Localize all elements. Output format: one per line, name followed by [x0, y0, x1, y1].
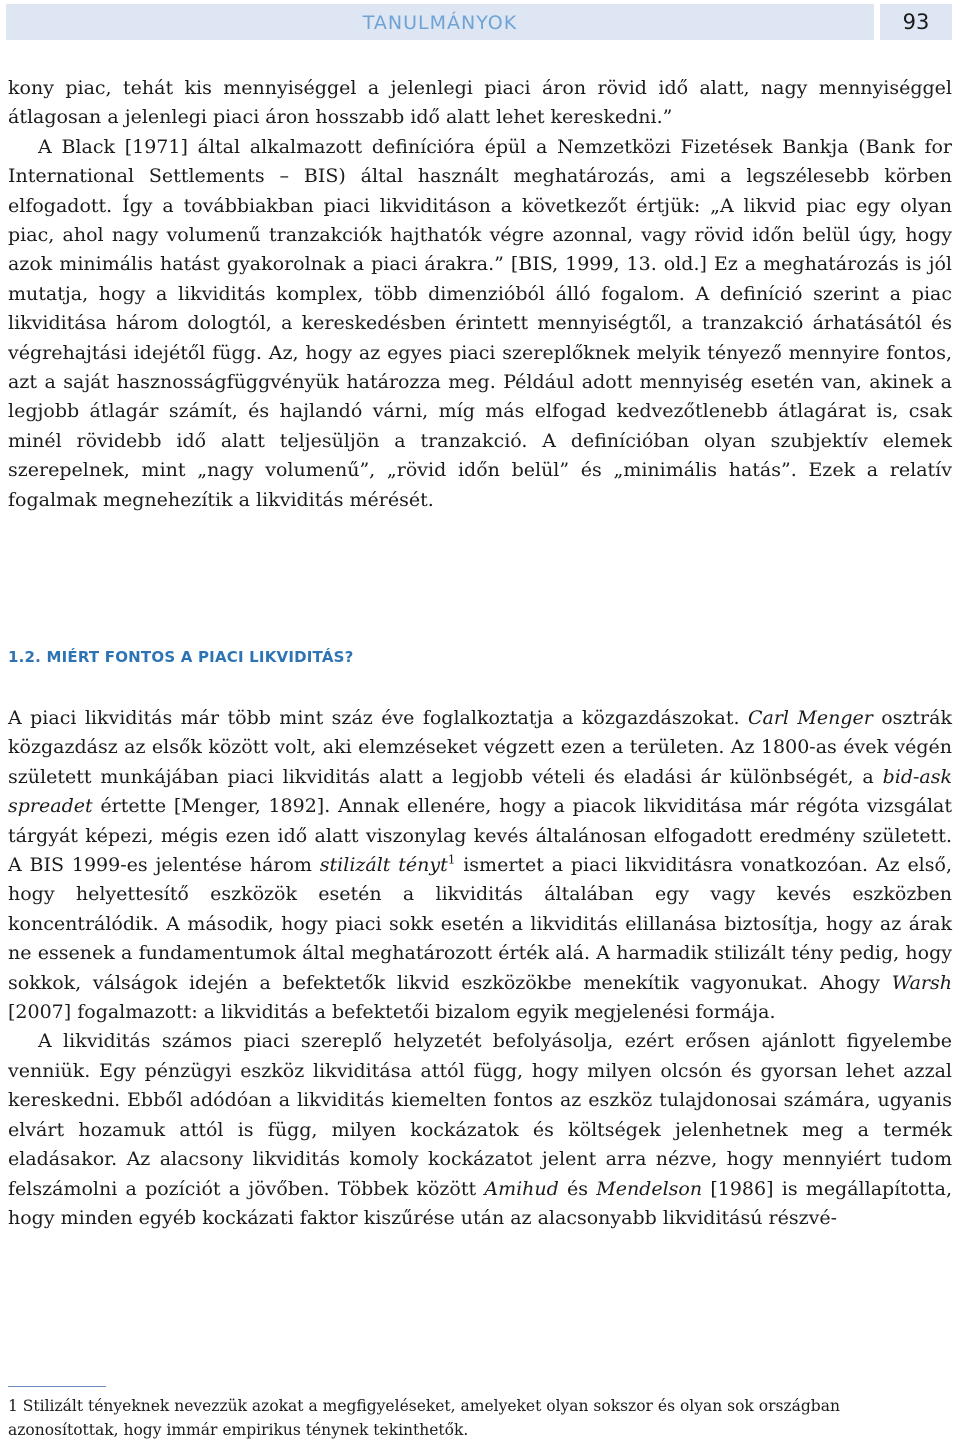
section-heading: 1.2. MIÉRT FONTOS A PIACI LIKVIDITÁS?	[8, 648, 354, 666]
text-run: ismertet a piaci likviditásra vonatkozóan. Az első, hogy helyettesítő eszközök esetén a likviditás általában egy vagy kevés eszközben koncentrálódik. A második, hogy piaci sokk esetén a likviditás elillanása biztosítja, hogy az árak ne essenek a fundamentumok által meghatározott érték alá. A harmadik stilizált tény pedig, hogy sokkok, válságok idején a befektetők likvid eszközökbe menekítik vagyonukat. Ahogy	[8, 854, 952, 994]
text-run: [1986] is megállapította, hogy minden egyéb kockázati faktor kiszűrése után az alacsonyabb likviditású részvé-	[8, 1177, 952, 1229]
section-title: TANULMÁNYOK	[362, 12, 518, 34]
italic-term: bid-ask spreadet	[8, 765, 952, 818]
italic-name: Mendelson	[596, 1177, 703, 1200]
footnote: 1 Stilizált tényeknek nevezzük azokat a megfigyeléseket, amelyeket olyan sokszor és olyan sok országban azonosítottak, hogy immár empirikus ténynek tekinthetők.	[8, 1397, 840, 1439]
footnote-divider	[8, 1386, 106, 1387]
text-run: értette [Menger, 1892]. Annak ellenére, hogy a piacok likviditása már régóta vizsgálat tárgyát képezi, mégis ezen idő alatt viszonylag kevés általánosan elfogadott eredmény született. A BIS 1999-es jelentése három	[8, 795, 952, 877]
text-run: osztrák közgazdász az elsők között volt, aki elemzéseket végzett ezen a területen. Az 1800-as évek végén született munkájában piaci likviditás alatt a legjobb vételi és eladási ár különbségét, a	[8, 707, 952, 788]
text-run: A likviditás számos piaci szereplő helyzetét befolyásolja, ezért erősen ajánlott figyelembe venniük. Egy pénzügyi eszköz likviditása attól függ, hogy milyen olcsón és gyorsan lehet azzal kereskedni. Ebből adódóan a likviditás kiemelten fontos az eszköz tulajdonosai számára, ugyanis elvárt hozamuk attól is függ, milyen kockázatok és költségek jelenhetnek meg a termék eladásakor. Az alacsony likviditás komoly kockázatot jelent arra nézve, hogy mennyiért tudom felszámolni a pozíciót a jövőben. Többek között	[8, 1030, 952, 1200]
text-run: és	[558, 1177, 597, 1200]
paragraph-1-quote: kony piac, tehát kis mennyiséggel a jelenlegi piaci áron rövid idő alatt, nagy mennyiséggel átlagosan a jelenlegi piaci áron hosszabb idő alatt lehet kereskedni.”	[8, 77, 952, 129]
footnote-marker: 1	[447, 852, 456, 867]
text-run: A piaci likviditás már több mint száz éve foglalkoztatja a közgazdászokat.	[8, 707, 748, 729]
paragraph-1	[8, 74, 952, 515]
section-heading-block	[8, 648, 952, 666]
italic-term: stilizált tényt	[319, 854, 448, 877]
running-header	[6, 4, 874, 40]
paragraph-3	[8, 1027, 952, 1233]
page-number: 93	[880, 4, 952, 40]
paragraph-1-text: A Black [1971] által alkalmazott definícióra épül a Nemzetközi Fizetések Bankja (Bank for International Settlements – BIS) által használt meghatározás, ami a legszélesebb körben elfogadott. Így a továbbiakban piaci likviditáson a következőt értjük: „A likvid piac egy olyan piac, ahol nagy volumenű tranzakciók hajthatók végre azonnal, vagy rövid időn belül úgy, hogy azok minimális hatást gyakorolnak a piaci árakra.” [BIS, 1999, 13. old.] Ez a meghatározás is jól mutatja, hogy a likviditás komplex, több dimenzióból álló fogalom. A definíció szerint a piac likviditása három dologtól, a kereskedésben érintett mennyiségtől, a tranzakció árhatásától és végrehajtási idejétől függ. Az, hogy az egyes piaci szereplőknek melyik tényező mennyire fontos, azt a saját hasznosságfüggvényük határozza meg. Például adott mennyiség esetén van, akinek a legjobb átlagár számít, és hajlandó várni, míg más elfogad kedvezőtlenebb átlagárat is, csak minél rövidebb idő alatt teljesüljön a tranzakció. A definícióban olyan szubjektív elemek szerepelnek, mint „nagy volumenű”, „rövid időn belül” és „minimális hatás”. Ezek a relatív fogalmak megnehezítik a likviditás mérését.	[8, 135, 952, 511]
italic-name: Warsh	[891, 971, 952, 994]
italic-name: Carl Menger	[747, 707, 873, 729]
italic-name: Amihud	[484, 1177, 559, 1200]
text-run: [2007] fogalmazott: a likviditás a befektetői bizalom egyik megjelenési formája.	[8, 1001, 776, 1024]
paragraph-2	[8, 704, 952, 1027]
body-text	[8, 704, 952, 1233]
